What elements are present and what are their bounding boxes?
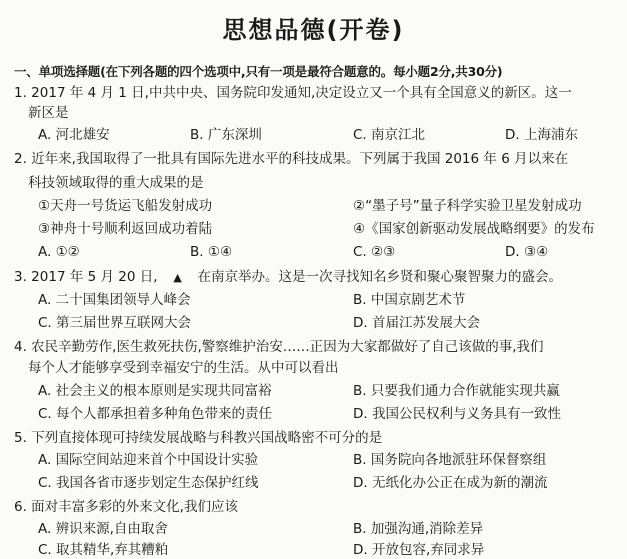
question-3-option-a: A. 二十国集团领导人峰会 [38,292,191,308]
question-2-stem-line1: 2. 近年来,我国取得了一批具有国际先进水平的科技成果。下列属于我国 2016 年 6 月以来在 [14,151,569,167]
question-3-stem-part2: 在南京举办。这是一次寻找知名乡贤和聚心聚智聚力的盛会。 [197,269,563,285]
question-2-item-2: ②“墨子号”量子科学实验卫星发射成功 [353,198,582,214]
question-3-blank-marker: ▲ [173,271,182,284]
question-3-option-b: B. 中国京剧艺术节 [353,292,466,308]
question-2-stem-line2: 科技领域取得的重大成果的是 [28,175,204,191]
question-6-option-d: D. 开放包容,弃同求异 [353,542,485,558]
question-1-stem-line1: 1. 2017 年 4 月 1 日,中共中央、国务院印发通知,决定设立又一个具有全国意义的新区。这一 [14,85,572,101]
question-1-option-c: C. 南京江北 [353,127,426,143]
question-6-option-c: C. 取其精华,弃其糟粕 [38,542,169,558]
question-2-option-d: D. ③④ [505,244,549,260]
question-5-option-a: A. 国际空间站迎来首个中国设计实验 [38,452,259,468]
question-2-item-3: ③神舟十号顺利返回成功着陆 [38,221,213,237]
question-5-option-d: D. 无纸化办公正在成为新的潮流 [353,475,548,491]
question-6-option-b: B. 加强沟通,消除差异 [353,521,484,537]
question-3-option-c: C. 第三届世界互联网大会 [38,315,192,331]
question-3-stem [14,268,562,287]
question-4-option-d: D. 我国公民权利与义务具有一致性 [353,406,561,422]
question-4-stem-line2: 每个人才能够享受到幸福安宁的生活。从中可以看出 [28,360,339,376]
question-2-option-b: B. ①④ [190,244,233,260]
question-4-option-a: A. 社会主义的根本原则是实现共同富裕 [38,383,272,399]
question-4-option-c: C. 每个人都承担着多种角色带来的责任 [38,406,273,422]
question-2-option-c: C. ②③ [353,244,396,260]
question-5-stem: 5. 下列直接体现可持续发展战略与科教兴国战略密不可分的是 [14,430,383,446]
question-5-option-c: C. 我国各省市逐步划定生态保护红线 [38,475,259,491]
question-6-stem: 6. 面对丰富多彩的外来文化,我们应该 [14,499,238,515]
question-1-option-b: B. 广东深圳 [190,127,262,143]
question-2-option-a: A. ①② [38,244,80,260]
section-heading: 一、单项选择题(在下列各题的四个选项中,只有一项是最符合题意的。每小题2分,共30分) [14,64,503,79]
question-3-option-d: D. 首届江苏发展大会 [353,315,480,331]
question-1-stem-line2: 新区是 [28,105,69,121]
page-title: 思想品德(开卷) [222,16,405,44]
question-3-stem-part1: 3. 2017 年 5 月 20 日, [14,269,158,285]
question-5-option-b: B. 国务院向各地派驻环保督察组 [353,452,547,468]
question-1-option-d: D. 上海浦东 [505,127,578,143]
question-1-option-a: A. 河北雄安 [38,127,110,143]
question-2-item-4: ④《国家创新驱动发展战略纲要》的发布 [353,221,595,237]
question-2-item-1: ①天舟一号货运飞船发射成功 [38,198,213,214]
question-6-option-a: A. 辨识来源,自由取舍 [38,521,168,537]
question-4-stem-line1: 4. 农民辛勤劳作,医生救死扶伤,警察维护治安……正因为大家都做好了自己该做的事,我们 [14,339,544,355]
question-4-option-b: B. 只要我们通力合作就能实现共赢 [353,383,560,399]
